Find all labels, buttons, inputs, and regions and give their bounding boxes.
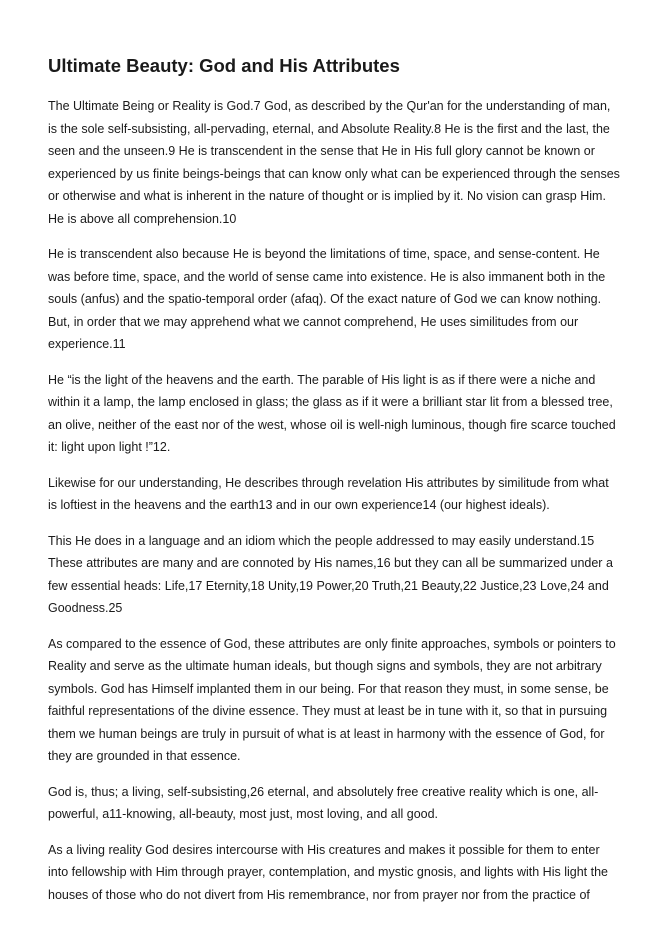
paragraph-8: As a living reality God desires intercourse with His creatures and makes it possible for them to enter into fellowship with Him through prayer, contemplation, and mystic gnosis, and lights with His light the houses of those who do not divert from His remembrance, nor from prayer nor from the practice of xyxy=(48,842,608,902)
paragraph-5: This He does in a language and an idiom which the people addressed to may easily understand.15 These attributes are many and are connoted by His names,16 but they can all be summarized under a few essential heads: Life,17 Eternity,18 Unity,19 Power,20 Truth,21 Beauty,22 Justice,23 Love,24 and Goodness.25 xyxy=(48,533,613,616)
paragraph-3: He “is the light of the heavens and the earth. The parable of His light is as if there were a niche and within it a lamp, the lamp enclosed in glass; the glass as if it were a brilliant star lit from a blessed tree, an olive, neither of the east nor of the west, whose oil is well-nigh luminous, though fire scarce touched it: light upon light !”12. xyxy=(48,372,616,455)
paragraph-1: The Ultimate Being or Reality is God.7 God, as described by the Qur'an for the understanding of man, is the sole self-subsisting, all-pervading, eternal, and Absolute Reality.8 He is the first and the last, the seen and the unseen.9 He is transcendent in the sense that He in His full glory cannot be known or experienced by us finite beings-beings that can know only what can be experienced through the senses or otherwise and what is inherent in the nature of thought or is implied by it. No vision can grasp Him. He is above all comprehension.10 xyxy=(48,99,620,226)
paragraph-7: God is, thus; a living, self-subsisting,26 eternal, and absolutely free creative reality which is one, all-powerful, a11-knowing, all-beauty, most just, most loving, and all good. xyxy=(48,784,599,822)
paragraph-6: As compared to the essence of God, these attributes are only finite approaches, symbols or pointers to Reality and serve as the ultimate human ideals, but though signs and symbols, they are not arbitrary symbols. God has Himself implanted them in our being. For that reason they must, in some sense, be faithful representations of the divine essence. They must at least be in tune with it, so that in pursuing them we human beings are truly in pursuit of what is at least in harmony with the essence of God, for they are grounded in that essence. xyxy=(48,636,616,764)
paragraph-4: Likewise for our understanding, He describes through revelation His attributes by similitude from what is loftiest in the heavens and the earth13 and in our own experience14 (our highest ideals). xyxy=(48,475,609,513)
paragraph-2: He is transcendent also because He is beyond the limitations of time, space, and sense-content. He was before time, space, and the world of sense came into existence. He is also immanent both in the souls (anfus) and the spatio-temporal order (afaq). Of the exact nature of God we can know nothing. But, in order that we may apprehend what we cannot comprehend, He uses similitudes from our experience.11 xyxy=(48,247,606,352)
page-title: Ultimate Beauty: God and His Attributes xyxy=(48,55,400,76)
